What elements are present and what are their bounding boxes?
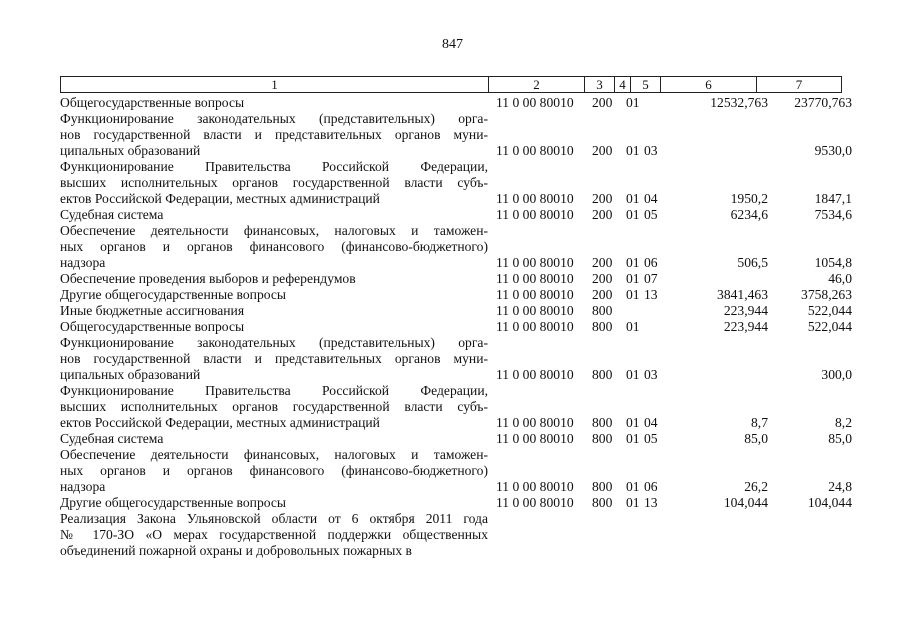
row-name-line: Другие общегосударственные вопросы — [60, 495, 287, 510]
row-value-7: 1054,8 — [814, 255, 852, 270]
row-name — [60, 447, 488, 495]
row-name-line: ципальных образований — [60, 143, 201, 158]
row-col3: 800 — [592, 495, 613, 510]
row-value-7: 46,0 — [828, 271, 852, 286]
row-col3: 200 — [592, 287, 613, 302]
row-col4: 01 — [626, 207, 640, 222]
row-value-6: 223,944 — [723, 319, 768, 334]
row-code: 11 0 00 80010 — [496, 303, 574, 318]
row-col5: 04 — [644, 415, 658, 430]
row-name-line: Обеспечение проведения выборов и референдумов — [60, 271, 356, 286]
row-value-7: 1847,1 — [814, 191, 852, 206]
table-body — [60, 95, 860, 559]
table-row — [60, 335, 860, 383]
row-code: 11 0 00 80010 — [496, 271, 574, 286]
row-name-line: надзора — [60, 479, 106, 494]
row-name-line: ных органов и органов финансового (финансово-бюджетного) — [60, 463, 488, 478]
row-code: 11 0 00 80010 — [496, 495, 574, 510]
row-col3: 800 — [592, 303, 613, 318]
row-value-6: 3841,463 — [717, 287, 768, 302]
row-name-line: высших исполнительных органов государственной власти субъ- — [60, 399, 488, 414]
row-name — [60, 303, 488, 319]
row-value-6: 6234,6 — [730, 207, 768, 222]
header-cell-2: 2 — [488, 76, 585, 93]
row-col4: 01 — [626, 287, 640, 302]
row-col4: 01 — [626, 271, 640, 286]
row-name-line: Реализация Закона Ульяновской области от 6 октября 2011 года — [60, 511, 488, 526]
row-value-7: 8,2 — [835, 415, 852, 430]
row-value-7: 7534,6 — [814, 207, 852, 222]
row-col4: 01 — [626, 479, 640, 494]
row-value-7: 522,044 — [807, 303, 852, 318]
row-code: 11 0 00 80010 — [496, 367, 574, 382]
row-name — [60, 495, 488, 511]
row-col4: 01 — [626, 367, 640, 382]
row-name-line: ектов Российской Федерации, местных администраций — [60, 415, 380, 430]
row-col4: 01 — [626, 95, 640, 110]
row-col5: 13 — [644, 287, 658, 302]
row-code: 11 0 00 80010 — [496, 191, 574, 206]
row-value-6: 85,0 — [744, 431, 768, 446]
table-row — [60, 303, 860, 319]
row-col4: 01 — [626, 415, 640, 430]
row-name-line: Обеспечение деятельности финансовых, налоговых и таможен- — [60, 223, 488, 238]
header-cell-7: 7 — [756, 76, 842, 93]
row-col5: 05 — [644, 431, 658, 446]
table-row — [60, 495, 860, 511]
row-name — [60, 159, 488, 207]
row-name-line: нов государственной власти и представительных органов муни- — [60, 127, 488, 142]
row-col3: 200 — [592, 271, 613, 286]
row-value-6: 1950,2 — [730, 191, 768, 206]
table-row — [60, 431, 860, 447]
table-row — [60, 271, 860, 287]
table-row — [60, 207, 860, 223]
row-code: 11 0 00 80010 — [496, 479, 574, 494]
row-value-6: 104,044 — [723, 495, 768, 510]
header-cell-6: 6 — [660, 76, 757, 93]
row-name — [60, 223, 488, 271]
row-col3: 800 — [592, 319, 613, 334]
row-value-7: 522,044 — [807, 319, 852, 334]
row-name-line: ципальных образований — [60, 367, 201, 382]
row-col4: 01 — [626, 431, 640, 446]
row-name-line: нов государственной власти и представительных органов муни- — [60, 351, 488, 366]
row-col3: 800 — [592, 415, 613, 430]
row-name-line: Функционирование законодательных (представительных) орга- — [60, 111, 488, 126]
row-name — [60, 271, 488, 287]
row-col5: 13 — [644, 495, 658, 510]
row-col5: 06 — [644, 255, 658, 270]
row-name — [60, 95, 488, 111]
table-row — [60, 511, 860, 559]
row-name-line: Судебная система — [60, 207, 164, 222]
table-row — [60, 383, 860, 431]
row-col3: 800 — [592, 367, 613, 382]
row-name-line: Судебная система — [60, 431, 164, 446]
row-name — [60, 431, 488, 447]
row-col5: 03 — [644, 367, 658, 382]
row-col3: 200 — [592, 143, 613, 158]
header-cell-4: 4 — [614, 76, 631, 93]
table-row — [60, 159, 860, 207]
row-name-line: Общегосударственные вопросы — [60, 319, 245, 334]
row-value-6: 223,944 — [723, 303, 768, 318]
row-name-line: Обеспечение деятельности финансовых, налоговых и таможен- — [60, 447, 488, 462]
row-name-line: Иные бюджетные ассигнования — [60, 303, 245, 318]
row-code: 11 0 00 80010 — [496, 255, 574, 270]
row-value-6: 26,2 — [744, 479, 768, 494]
row-col5: 06 — [644, 479, 658, 494]
row-name-line: Общегосударственные вопросы — [60, 95, 245, 110]
row-name-line: ектов Российской Федерации, местных администраций — [60, 191, 380, 206]
row-col5: 03 — [644, 143, 658, 158]
table-row — [60, 287, 860, 303]
row-value-7: 9530,0 — [814, 143, 852, 158]
table-row — [60, 447, 860, 495]
row-value-7: 24,8 — [828, 479, 852, 494]
row-name-line: Функционирование Правительства Российской Федерации, — [60, 159, 488, 174]
row-col4: 01 — [626, 255, 640, 270]
row-col4: 01 — [626, 319, 640, 334]
table-row — [60, 319, 860, 335]
row-code: 11 0 00 80010 — [496, 143, 574, 158]
row-code: 11 0 00 80010 — [496, 207, 574, 222]
row-value-7: 300,0 — [821, 367, 852, 382]
row-col3: 800 — [592, 479, 613, 494]
row-name — [60, 335, 488, 383]
row-name-line: высших исполнительных органов государственной власти субъ- — [60, 175, 488, 190]
row-value-7: 23770,763 — [794, 95, 852, 110]
row-code: 11 0 00 80010 — [496, 287, 574, 302]
row-col5: 04 — [644, 191, 658, 206]
row-col3: 200 — [592, 191, 613, 206]
row-name-line: объединений пожарной охраны и добровольных пожарных в — [60, 543, 412, 558]
row-col4: 01 — [626, 495, 640, 510]
row-name — [60, 111, 488, 159]
row-name-line: Функционирование Правительства Российской Федерации, — [60, 383, 488, 398]
row-col3: 200 — [592, 95, 613, 110]
row-value-7: 85,0 — [828, 431, 852, 446]
row-code: 11 0 00 80010 — [496, 415, 574, 430]
header-cell-5: 5 — [630, 76, 661, 93]
row-name — [60, 383, 488, 431]
page-number: 847 — [442, 37, 463, 52]
row-col3: 200 — [592, 255, 613, 270]
row-value-7: 104,044 — [807, 495, 852, 510]
row-value-7: 3758,263 — [801, 287, 852, 302]
row-value-6: 8,7 — [751, 415, 768, 430]
row-col4: 01 — [626, 191, 640, 206]
row-name-line: надзора — [60, 255, 106, 270]
row-col5: 05 — [644, 207, 658, 222]
row-value-6: 12532,763 — [710, 95, 768, 110]
row-col4: 01 — [626, 143, 640, 158]
row-value-6: 506,5 — [737, 255, 768, 270]
row-name — [60, 319, 488, 335]
row-name — [60, 287, 488, 303]
row-name-line: Другие общегосударственные вопросы — [60, 287, 287, 302]
row-code: 11 0 00 80010 — [496, 431, 574, 446]
row-name-line: № 170-ЗО «О мерах государственной поддержки общественных — [60, 527, 488, 542]
row-name — [60, 207, 488, 223]
row-col3: 200 — [592, 207, 613, 222]
table-row — [60, 223, 860, 271]
header-cell-3: 3 — [584, 76, 615, 93]
row-code: 11 0 00 80010 — [496, 319, 574, 334]
row-name — [60, 511, 488, 559]
header-cell-1: 1 — [60, 76, 489, 93]
row-col5: 07 — [644, 271, 658, 286]
row-col3: 800 — [592, 431, 613, 446]
row-name-line: Функционирование законодательных (представительных) орга- — [60, 335, 488, 350]
row-code: 11 0 00 80010 — [496, 95, 574, 110]
table-row — [60, 111, 860, 159]
row-name-line: ных органов и органов финансового (финансово-бюджетного) — [60, 239, 488, 254]
table-row — [60, 95, 860, 111]
